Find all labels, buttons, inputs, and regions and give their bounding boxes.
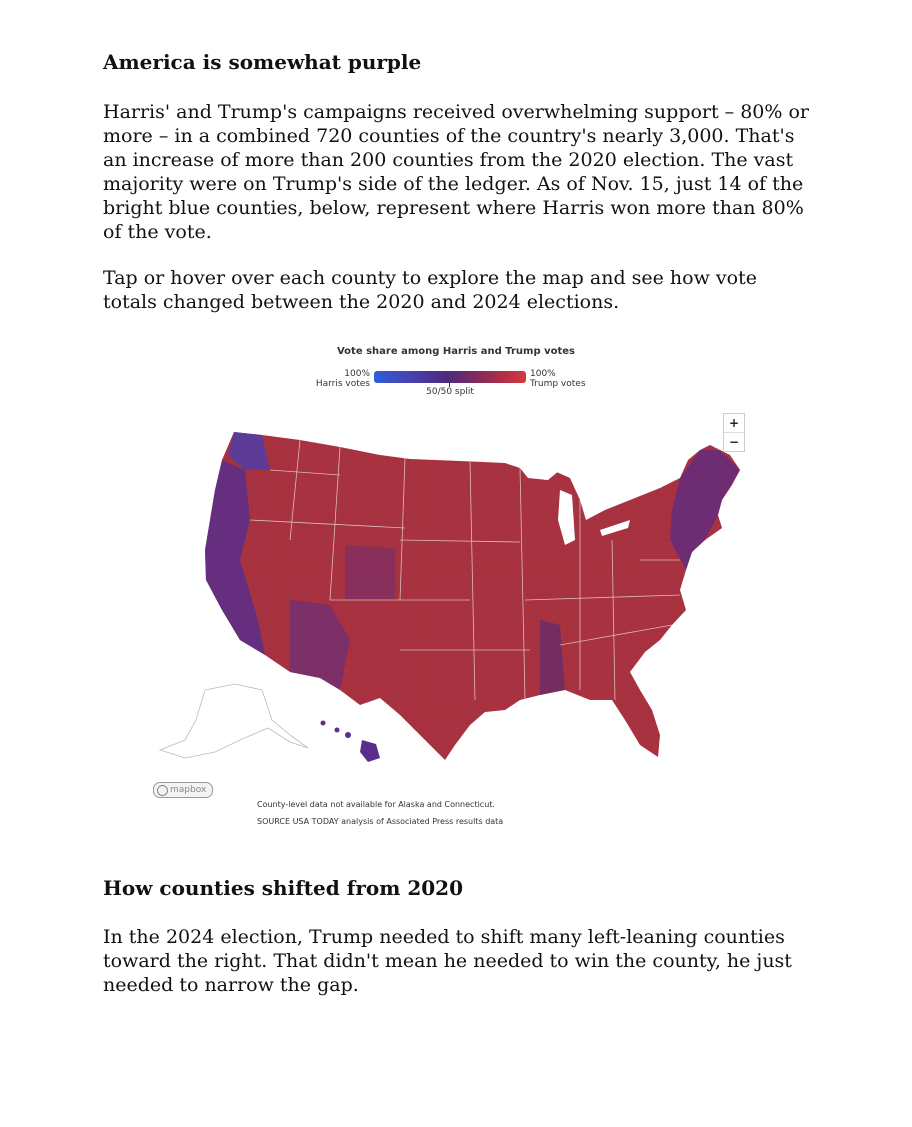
legend-harris-label: Harris votes [315,379,370,389]
legend-title: Vote share among Harris and Trump votes [336,346,575,357]
legend-mid-label: 50/50 split [426,387,474,397]
legend-trump-label: Trump votes [530,379,586,389]
hawaii-islands[interactable] [321,721,381,763]
shift-paragraph: In the 2024 election, Trump needed to shift many left-leaning counties toward the right. That didn't mean he needed to win the county, he just needed to narrow the gap. [103,926,792,996]
section-heading-shift: How counties shifted from 2020 [103,876,463,900]
instruction-paragraph: Tap or hover over each county to explore the map and see how vote totals changed between the 2020 and 2024 elections. [103,267,757,313]
map-note: County-level data not available for Alaska and Connecticut. [257,800,495,809]
zoom-controls [723,413,745,452]
map-source: SOURCE USA TODAY analysis of Associated Press results data [257,817,504,826]
intro-paragraph: Harris' and Trump's campaigns received overwhelming support – 80% or more – in a combined 720 counties of the country's nearly 3,000. That's an increase of more than 200 counties from the 2020 election. The vast majority were on Trump's side of the ledger. As of Nov. 15, just 14 of the bright blue counties, below, represent where Harris won more than 80% of the vote. [103,101,810,243]
mapbox-label: mapbox [170,785,207,795]
northeast-region[interactable] [670,450,740,570]
zoom-in-button[interactable]: + [728,416,740,430]
legend-harris-pct: 100% [344,369,370,379]
zoom-out-button[interactable]: − [724,432,744,451]
mapbox-attribution[interactable] [153,782,213,798]
section-heading-purple: America is somewhat purple [103,50,422,74]
legend-trump-pct: 100% [530,369,556,379]
colorado-region[interactable] [345,545,395,600]
mapbox-logo-icon [157,785,168,796]
alaska-outline [160,684,308,758]
